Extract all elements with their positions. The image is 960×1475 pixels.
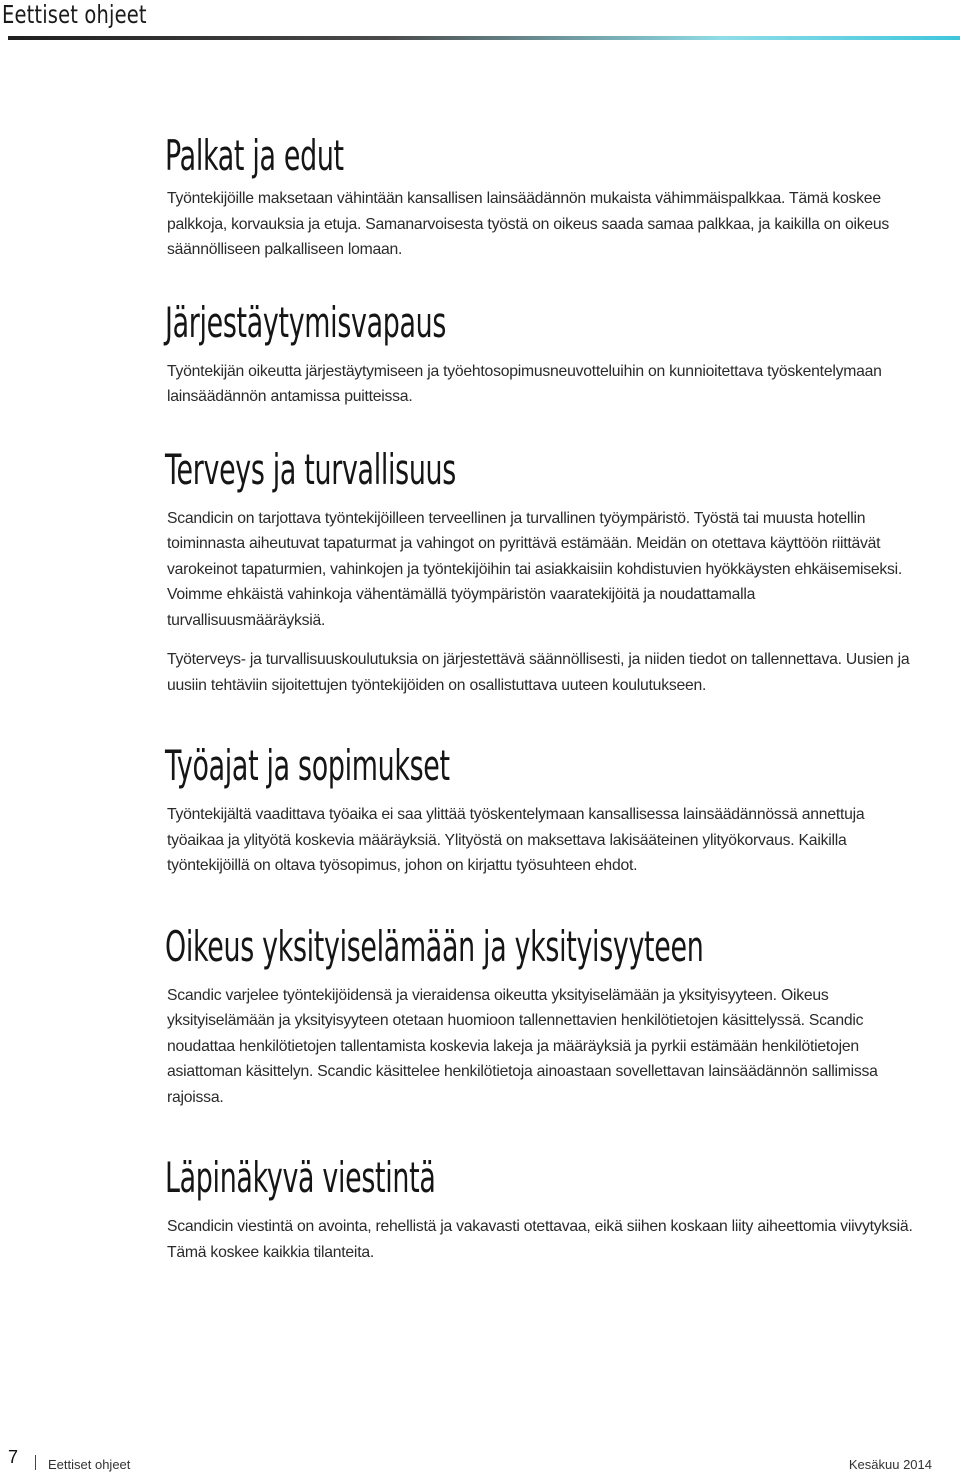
section-palkat-ja-edut [167, 128, 907, 263]
header-rule [8, 36, 960, 40]
footer-divider [35, 1455, 36, 1470]
section-paragraph: Työntekijän oikeutta järjestäytymiseen ja työehtosopimusneuvotteluihin on kunnioitettava työskentelymaan lainsäädännön antamissa puitteissa. [167, 362, 882, 405]
section-paragraph: Scandicin on tarjottava työntekijöilleen terveellinen ja turvallinen työympäristö. Työstä tai muusta hotellin toiminnasta aiheutuvat tapaturmat ja vahingot on pyrittävä estämään. Meidän on otettava käyttöön riittävät varokeinot tapaturmien, vahinkojen ja työntekijöihin tai asiakkaisiin kohdistuvien hyökkäysten ehkäisemiseksi. Voimme ehkäistä vahinkoja vähentämällä työympäristön vaaratekijöitä ja noudattamalla turvallisuusmääräyksiä. [167, 509, 903, 629]
section-paragraph: Työntekijöille maksetaan vähintään kansallisen lainsäädännön mukaista vähimmäispalkkaa. Tämä koskee palkkoja, korvauksia ja etuja. Samanarvoisesta työstä on oikeus saada samaa palkkaa, ja kaikilla on oikeus säännölliseen palkalliseen lomaan. [167, 190, 890, 258]
section-heading: Järjestäytymisvapaus [165, 297, 447, 347]
section-heading: Oikeus yksityiselämään ja yksityisyyteen [165, 921, 704, 971]
page-footer [8, 1447, 932, 1475]
section-heading: Läpinäkyvä viestintä [165, 1153, 436, 1202]
section-paragraph: Scandicin viestintä on avointa, rehellistä ja vakavasti otettavaa, eikä siihen koskaan liity aiheettomia viivytyksiä. Tämä koskee kaikkia tilanteita. [167, 1218, 913, 1261]
section-tyoajat-ja-sopimukset [167, 738, 907, 879]
section-paragraph: Scandic varjelee työntekijöidensä ja vieraidensa oikeutta yksityiselämään ja yksityisyyteen. Oikeus yksityiselämään ja yksityisyyteen otetaan huomioon tallennettavien henkilötietojen käsittelyssä. Scandic noudattaa henkilötietojen tallentamista koskevia lakeja ja määräyksiä ja pyrkii estämään henkilötietojen asiattoman käsittelyn. Scandic käsittelee henkilötietoja ainoastaan sovellettavan lainsäädännön sallimissa rajoissa. [167, 986, 878, 1106]
section-terveys-ja-turvallisuus [165, 442, 910, 699]
section-oikeus-yksityiselamaan [167, 919, 907, 1111]
section-paragraph: Työntekijältä vaadittava työaika ei saa ylittää työskentelymaan kansallisessa lainsäädännössä annettuja työaikaa ja ylityötä koskevia määräyksiä. Ylityöstä on maksettava lakisääteinen ylityökorvaus. Kaikilla työntekijöillä on oltava työsopimus, johon on kirjattu työsuhteen ehdot. [167, 806, 865, 874]
section-paragraph: Työterveys- ja turvallisuuskoulutuksia on järjestettävä säännöllisesti, ja niiden tiedot on tallennettava. Uusien ja uusiin tehtäviin sijoitettujen työntekijöiden on osallistuttava uuteen koulutukseen. [167, 651, 910, 694]
footer-date: Kesäkuu 2014 [848, 1457, 932, 1472]
section-heading: Terveys ja turvallisuus [165, 444, 456, 494]
section-jarjestaytymisvapaus [167, 295, 907, 410]
main-content [165, 120, 913, 1265]
section-heading: Työajat ja sopimukset [165, 741, 450, 790]
section-lapinakyva-viestinta [165, 1150, 913, 1265]
section-heading: Palkat ja edut [165, 131, 344, 180]
footer-document-label: Eettiset ohjeet [48, 1457, 131, 1472]
page-number: 7 [8, 1447, 19, 1467]
document-title: Eettiset ohjeet [2, 0, 147, 29]
